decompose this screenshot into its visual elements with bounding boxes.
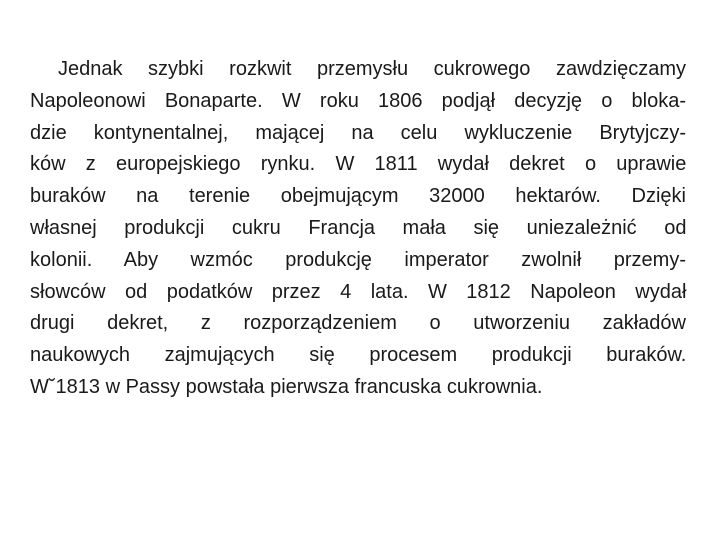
body-paragraph xyxy=(30,54,686,404)
paragraph-line: własnej produkcji cukru Francja mała się uniezależnić od xyxy=(30,216,687,239)
paragraph-line: Jednak szybki rozkwit przemysłu cukrowego zawdzięczamy xyxy=(58,58,686,80)
paragraph-line: Napoleonowi Bonaparte. W roku 1806 podjął decyzję o bloka- xyxy=(30,89,687,112)
paragraph-line: naukowych zajmujących się procesem produkcji buraków. xyxy=(30,344,687,367)
paragraph-line: dzie kontynentalnej, mającej na celu wykluczenie Brytyjczy- xyxy=(30,121,686,144)
paragraph-line: drugi dekret, z rozporządzeniem o utworzeniu zakładów xyxy=(30,312,686,335)
paragraph-line: buraków na terenie obejmującym 32000 hektarów. Dzięki xyxy=(30,185,686,208)
paragraph-line: kolonii. Aby wzmóc produkcję imperator zwolnił przemy- xyxy=(30,248,686,271)
paragraph-line: słowców od podatków przez 4 lata. W 1812 Napoleon wydał xyxy=(30,280,687,303)
paragraph-line: ków z europejskiego rynku. W 1811 wydał dekret o uprawie xyxy=(30,153,687,176)
paragraph-line: W˘1813 w Passy powstała pierwsza francuska cukrownia. xyxy=(30,375,543,398)
